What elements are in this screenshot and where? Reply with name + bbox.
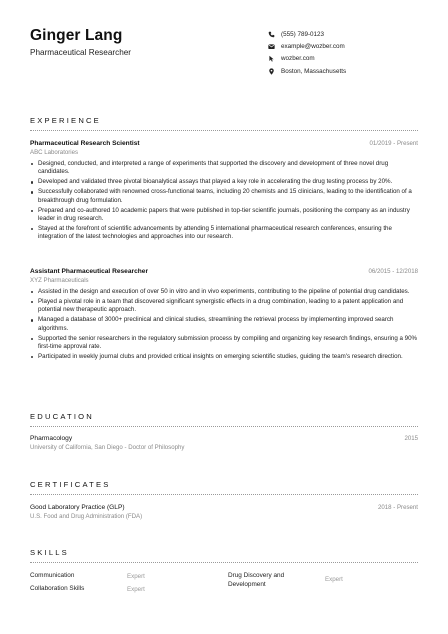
entry-company: XYZ Pharmaceuticals [30,277,89,284]
education-divider [30,426,418,427]
entry-date: 2018 - Present [378,504,418,511]
skills-divider [30,562,418,563]
bullet-list [30,288,418,361]
contact-location-text: Boston, Massachusetts [281,67,347,75]
location-icon [268,68,275,75]
bullet-item: Assisted in the design and execution of over 50 in vitro and in vivo experiments, contributing to the pipeline of potential drug candidates. [30,288,418,296]
skill-level: Expert [325,576,343,583]
contact-email-text: example@wozber.com [281,43,345,51]
contact-phone-text: (555) 789-0123 [281,30,325,38]
experience-entry-1 [30,140,418,243]
skill-level: Expert [127,573,145,580]
experience-entry-2 [30,268,418,363]
entry-date: 2015 [404,435,418,442]
bullet-item: Stayed at the forefront of scientific advancements by attending 5 international pharmaceutical research conferences, ensuring the integration of the latest technologies and approaches into our research. [30,225,418,242]
bullet-item: Supported the senior researchers in the regulatory submission process by compiling and organizing key research findings, ensuring a 90% first-time approval rate. [30,335,418,352]
entry-company: ABC Laboratories [30,149,79,156]
job-title: Pharmaceutical Researcher [30,48,132,57]
bullet-item: Participated in weekly journal clubs and provided critical insights on emerging scientific studies, guiding the team's research direction. [30,353,418,361]
email-icon [268,43,275,50]
skill-name: Drug Discovery and Development [228,572,285,588]
candidate-name: Ginger Lang [30,27,123,44]
education-entry [30,435,418,453]
contact-website [268,53,346,65]
link-icon [268,55,275,62]
entry-issuer: U.S. Food and Drug Administration (FDA) [30,513,143,520]
contact-location [268,65,346,77]
entry-date: 06/2015 - 12/2018 [368,268,418,275]
skills-heading: SKILLS [30,548,69,557]
bullet-item: Prepared and co-authored 10 academic papers that were published in top-tier scientific journals, positioning the company as an industry leader in drug research. [30,207,418,224]
bullet-item: Managed a database of 3000+ preclinical and clinical studies, streamlining the retrieval process by implementing improved search algorithms. [30,316,418,333]
entry-title: Pharmacology [30,435,73,442]
contact-website-text: wozber.com [281,55,315,63]
skill-name: Communication [30,572,75,579]
certificates-heading: CERTIFICATES [30,480,111,489]
experience-divider [30,130,418,131]
skill-level: Expert [127,586,145,593]
skill-name: Collaboration Skills [30,585,85,592]
entry-title: Pharmaceutical Research Scientist [30,140,140,147]
contact-phone [268,28,346,40]
entry-title: Assistant Pharmaceutical Researcher [30,268,149,275]
entry-title: Good Laboratory Practice (GLP) [30,504,125,511]
experience-heading: EXPERIENCE [30,116,101,125]
bullet-item: Successfully collaborated with renowned cross-functional teams, including 20 chemists and 15 clinicians, leading to the identification of a breakthrough drug formulation. [30,188,418,205]
phone-icon [268,31,275,38]
bullet-list [30,160,418,241]
education-heading: EDUCATION [30,412,94,421]
entry-date: 01/2019 - Present [369,140,418,147]
contact-email [268,40,346,52]
certificates-divider [30,494,418,495]
contact-list [268,28,346,78]
bullet-item: Designed, conducted, and interpreted a range of experiments that supported the discovery and development of three novel drug candidates. [30,160,418,177]
certificate-entry [30,504,418,522]
bullet-item: Played a pivotal role in a team that discovered significant synergistic effects in a drug combination, leading to a patent application and potential new therapeutic approach. [30,298,418,315]
bullet-item: Developed and validated three pivotal bioanalytical assays that played a key role in accelerating the drug testing process by 20%. [30,178,418,186]
entry-institution: University of California, San Diego - Doctor of Philosophy [30,444,185,451]
